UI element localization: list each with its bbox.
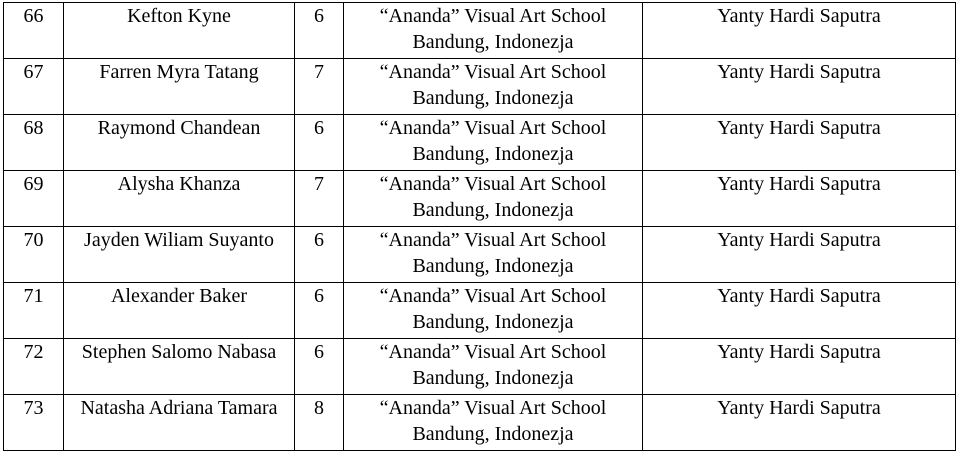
participant-name: Alysha Khanza xyxy=(64,171,295,227)
school-name: “Ananda” Visual Art School xyxy=(379,397,607,419)
grade: 7 xyxy=(295,59,344,115)
school-location: Bandung, Indonezja xyxy=(412,143,574,165)
participants-table xyxy=(3,2,956,451)
teacher: Yanty Hardi Saputra xyxy=(643,115,956,171)
teacher: Yanty Hardi Saputra xyxy=(643,227,956,283)
school-name: “Ananda” Visual Art School xyxy=(379,341,607,363)
teacher: Yanty Hardi Saputra xyxy=(643,395,956,451)
school-location: Bandung, Indonezja xyxy=(412,423,574,445)
table-body xyxy=(4,3,956,451)
grade: 6 xyxy=(295,3,344,59)
school xyxy=(344,115,643,171)
grade: 6 xyxy=(295,115,344,171)
school-name: “Ananda” Visual Art School xyxy=(379,61,607,83)
school xyxy=(344,227,643,283)
row-number: 73 xyxy=(4,395,64,451)
teacher: Yanty Hardi Saputra xyxy=(643,59,956,115)
row-number: 71 xyxy=(4,283,64,339)
participant-name: Jayden Wiliam Suyanto xyxy=(64,227,295,283)
table-row xyxy=(4,115,956,171)
participant-name: Natasha Adriana Tamara xyxy=(64,395,295,451)
school-location: Bandung, Indonezja xyxy=(412,199,574,221)
school-name: “Ananda” Visual Art School xyxy=(379,285,607,307)
row-number: 72 xyxy=(4,339,64,395)
school-location: Bandung, Indonezja xyxy=(412,367,574,389)
school-name: “Ananda” Visual Art School xyxy=(379,117,607,139)
grade: 7 xyxy=(295,171,344,227)
table-row xyxy=(4,227,956,283)
school xyxy=(344,283,643,339)
grade: 6 xyxy=(295,283,344,339)
row-number: 67 xyxy=(4,59,64,115)
school xyxy=(344,395,643,451)
school-name: “Ananda” Visual Art School xyxy=(379,173,607,195)
teacher: Yanty Hardi Saputra xyxy=(643,339,956,395)
participant-name: Alexander Baker xyxy=(64,283,295,339)
grade: 6 xyxy=(295,227,344,283)
school-name: “Ananda” Visual Art School xyxy=(379,5,607,27)
table-row xyxy=(4,339,956,395)
row-number: 66 xyxy=(4,3,64,59)
school-location: Bandung, Indonezja xyxy=(412,255,574,277)
school xyxy=(344,59,643,115)
participant-name: Farren Myra Tatang xyxy=(64,59,295,115)
table-row xyxy=(4,171,956,227)
school-location: Bandung, Indonezja xyxy=(412,311,574,333)
table-row xyxy=(4,3,956,59)
teacher: Yanty Hardi Saputra xyxy=(643,171,956,227)
grade: 8 xyxy=(295,395,344,451)
school-name: “Ananda” Visual Art School xyxy=(379,229,607,251)
table-row xyxy=(4,283,956,339)
participant-name: Raymond Chandean xyxy=(64,115,295,171)
school-location: Bandung, Indonezja xyxy=(412,87,574,109)
teacher: Yanty Hardi Saputra xyxy=(643,283,956,339)
grade: 6 xyxy=(295,339,344,395)
row-number: 69 xyxy=(4,171,64,227)
row-number: 70 xyxy=(4,227,64,283)
table-row xyxy=(4,59,956,115)
participant-name: Kefton Kyne xyxy=(64,3,295,59)
row-number: 68 xyxy=(4,115,64,171)
table-row xyxy=(4,395,956,451)
school xyxy=(344,339,643,395)
participant-name: Stephen Salomo Nabasa xyxy=(64,339,295,395)
school xyxy=(344,171,643,227)
school xyxy=(344,3,643,59)
school-location: Bandung, Indonezja xyxy=(412,31,574,53)
teacher: Yanty Hardi Saputra xyxy=(643,3,956,59)
